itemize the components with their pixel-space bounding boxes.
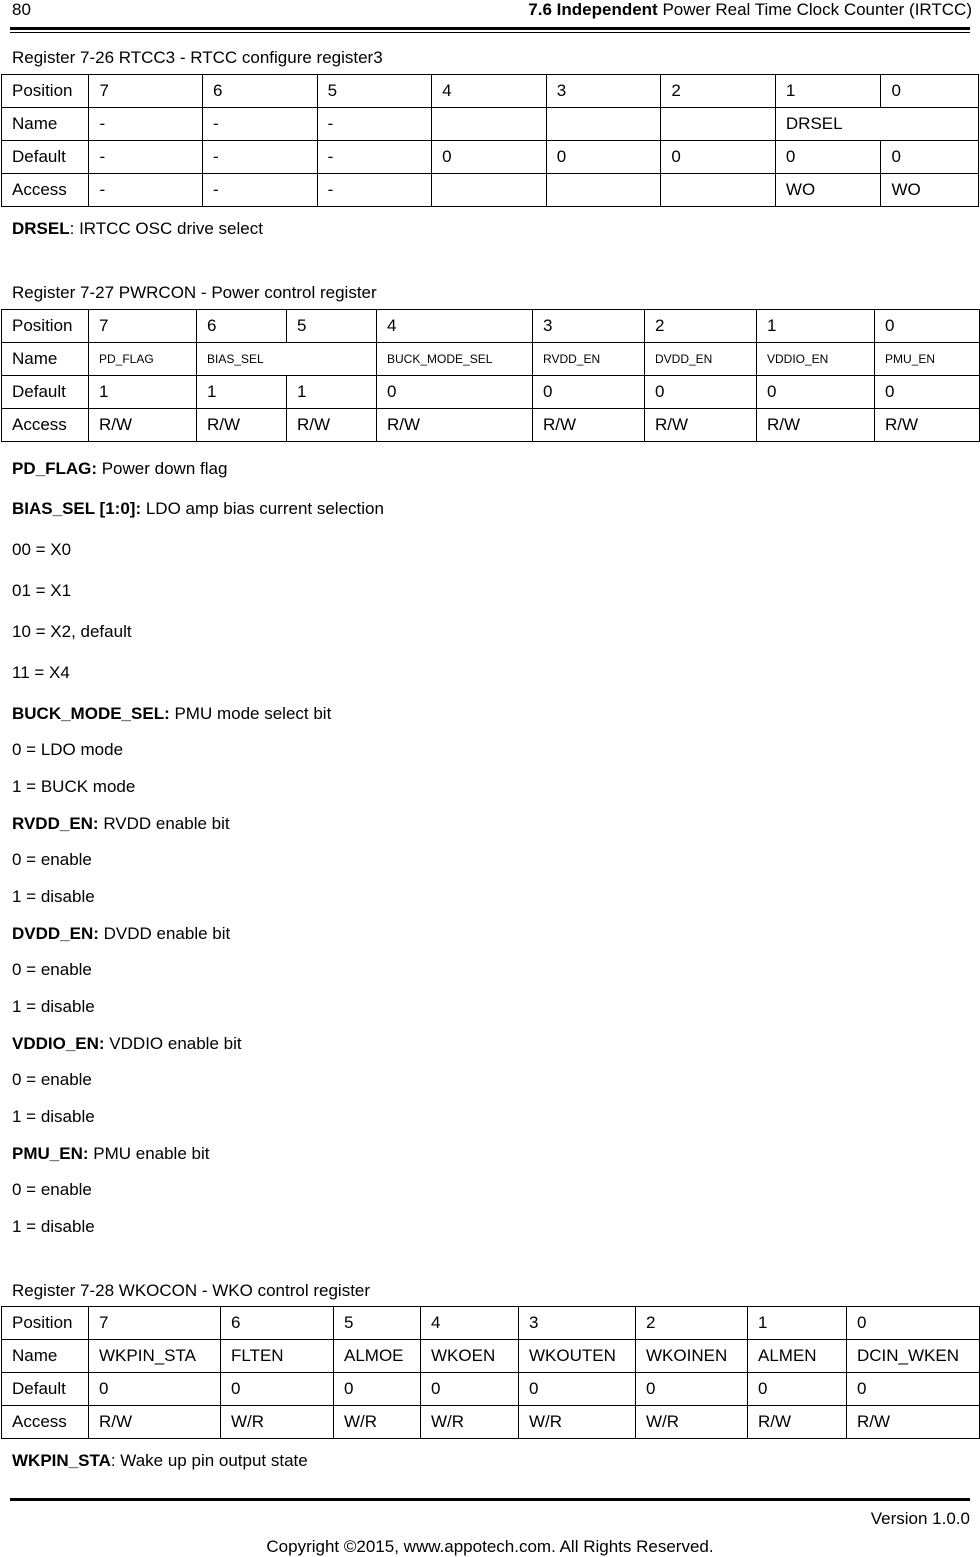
row-label: Position	[2, 75, 89, 108]
field-term: DVDD_EN:	[12, 924, 99, 943]
field-description	[12, 704, 331, 724]
field-description	[12, 924, 230, 944]
field-term: RVDD_EN:	[12, 814, 99, 833]
field-value-line: 0 = enable	[12, 1070, 92, 1089]
field-value-line: 1 = disable	[12, 887, 95, 906]
row-label: Default	[2, 376, 89, 409]
bit-cell: 1	[89, 376, 197, 409]
bit-cell: 2	[645, 310, 757, 343]
bit-cell: -	[317, 141, 432, 174]
bit-cell: DVDD_EN	[645, 343, 757, 376]
bit-cell: WO	[881, 174, 979, 207]
bit-cell: -	[203, 108, 318, 141]
bit-cell: R/W	[197, 409, 287, 442]
field-description	[12, 1451, 308, 1471]
bit-cell	[661, 174, 776, 207]
bit-cell: R/W	[847, 1406, 980, 1439]
field-text: : Wake up pin output state	[110, 1451, 308, 1470]
bit-cell: 1	[775, 75, 881, 108]
bit-cell: 0	[334, 1373, 421, 1406]
bit-cell: 1	[748, 1307, 847, 1340]
field-value-line: 0 = LDO mode	[12, 740, 124, 759]
field-text: LDO amp bias current selection	[141, 499, 384, 518]
bit-cell: 2	[661, 75, 776, 108]
bit-cell: 0	[875, 376, 980, 409]
field-term: BIAS_SEL [1:0]:	[12, 499, 142, 518]
bit-cell	[546, 174, 661, 207]
field-term: PMU_EN:	[12, 1144, 89, 1163]
bit-cell: 0	[89, 1373, 221, 1406]
bit-cell: R/W	[89, 1406, 221, 1439]
bit-cell: 3	[533, 310, 645, 343]
field-value-line: 1 = disable	[12, 1107, 95, 1126]
bit-cell: W/R	[334, 1406, 421, 1439]
copyright-notice: Copyright ©2015, www.appotech.com. All Rights Reserved.	[266, 1537, 714, 1556]
bit-cell: PMU_EN	[875, 343, 980, 376]
section-title-bold: 7.6 Independent	[528, 0, 658, 19]
bit-cell: W/R	[421, 1406, 519, 1439]
reg3-caption: Register 7-28 WKOCON - WKO control register	[12, 1281, 371, 1300]
field-text: Power down flag	[97, 459, 228, 478]
field-description	[12, 1144, 209, 1164]
bit-cell: R/W	[875, 409, 980, 442]
field-text: VDDIO enable bit	[104, 1034, 242, 1053]
reg1-caption: Register 7-26 RTCC3 - RTCC configure register3	[12, 48, 383, 67]
table-row	[2, 141, 979, 174]
bit-cell: 2	[636, 1307, 748, 1340]
row-label: Name	[2, 343, 89, 376]
bit-cell: 0	[875, 310, 980, 343]
section-title-rest: Power Real Time Clock Counter (IRTCC)	[657, 0, 972, 19]
bit-cell: 0	[377, 376, 533, 409]
field-text: : IRTCC OSC drive select	[69, 219, 263, 238]
field-description	[12, 1034, 242, 1054]
bit-cell: -	[317, 108, 432, 141]
table-row	[2, 174, 979, 207]
field-term: BUCK_MODE_SEL:	[12, 704, 170, 723]
bit-cell: R/W	[645, 409, 757, 442]
table-row	[2, 1340, 980, 1373]
row-label: Access	[2, 1406, 89, 1439]
bit-cell: 0	[546, 141, 661, 174]
row-label: Access	[2, 409, 89, 442]
bit-cell: -	[89, 108, 203, 141]
field-description	[12, 459, 227, 479]
bit-cell: 0	[847, 1373, 980, 1406]
bit-cell: 4	[421, 1307, 519, 1340]
field-value-line: 1 = BUCK mode	[12, 777, 136, 796]
field-description	[12, 219, 263, 239]
bit-cell: WKOUTEN	[519, 1340, 636, 1373]
field-text: PMU enable bit	[88, 1144, 210, 1163]
bit-cell	[661, 108, 776, 141]
row-label: Name	[2, 1340, 89, 1373]
row-label: Position	[2, 310, 89, 343]
bit-cell: 0	[645, 376, 757, 409]
field-value-line: 0 = enable	[12, 960, 92, 979]
field-term: DRSEL	[12, 219, 70, 238]
bit-cell: 4	[432, 75, 547, 108]
bit-cell: R/W	[757, 409, 875, 442]
bit-cell: -	[89, 141, 203, 174]
bit-cell: -	[89, 174, 203, 207]
bit-cell: W/R	[519, 1406, 636, 1439]
section-title	[528, 0, 972, 20]
field-term: PD_FLAG:	[12, 459, 97, 478]
field-value-line: 1 = disable	[12, 1217, 95, 1236]
bit-cell: 7	[89, 310, 197, 343]
table-row	[2, 1307, 980, 1340]
row-label: Access	[2, 174, 89, 207]
bit-cell: 3	[546, 75, 661, 108]
reg1-table	[1, 74, 979, 207]
bit-cell: DCIN_WKEN	[847, 1340, 980, 1373]
page-header	[12, 0, 972, 24]
table-row	[2, 1373, 980, 1406]
bit-cell: 5	[334, 1307, 421, 1340]
bit-cell: W/R	[636, 1406, 748, 1439]
bit-cell: RVDD_EN	[533, 343, 645, 376]
bit-cell: 1	[757, 310, 875, 343]
page-number: 80	[12, 0, 31, 19]
header-rule-thin	[10, 32, 970, 33]
bit-cell: BIAS_SEL	[197, 343, 377, 376]
bit-cell: R/W	[287, 409, 377, 442]
field-term: VDDIO_EN:	[12, 1034, 105, 1053]
row-label: Position	[2, 1307, 89, 1340]
field-value-line: 1 = disable	[12, 997, 95, 1016]
reg2-table	[1, 309, 980, 442]
bit-cell: 6	[203, 75, 318, 108]
row-label: Name	[2, 108, 89, 141]
bit-cell: ALMEN	[748, 1340, 847, 1373]
bit-cell: 7	[89, 75, 203, 108]
bit-cell: 0	[519, 1373, 636, 1406]
bit-cell: 0	[221, 1373, 334, 1406]
bit-cell: PD_FLAG	[89, 343, 197, 376]
field-text: PMU mode select bit	[169, 704, 332, 723]
bit-cell: 0	[533, 376, 645, 409]
bit-cell: 6	[197, 310, 287, 343]
bit-cell: 5	[317, 75, 432, 108]
bit-cell: BUCK_MODE_SEL	[377, 343, 533, 376]
bit-cell: -	[203, 174, 318, 207]
reg2-caption: Register 7-27 PWRCON - Power control register	[12, 283, 377, 302]
field-text: DVDD enable bit	[98, 924, 231, 943]
table-row	[2, 310, 980, 343]
field-description	[12, 499, 384, 519]
bit-cell: 0	[881, 141, 979, 174]
bit-cell: 4	[377, 310, 533, 343]
bit-cell	[432, 108, 547, 141]
bit-cell: W/R	[221, 1406, 334, 1439]
bit-cell: 0	[775, 141, 881, 174]
table-row	[2, 343, 980, 376]
bit-cell: 0	[748, 1373, 847, 1406]
bit-cell: FLTEN	[221, 1340, 334, 1373]
bit-cell: R/W	[533, 409, 645, 442]
bit-cell: 1	[197, 376, 287, 409]
bit-cell	[432, 174, 547, 207]
field-description	[12, 814, 230, 834]
bit-cell	[546, 108, 661, 141]
table-row	[2, 108, 979, 141]
bit-cell: R/W	[89, 409, 197, 442]
footer-rule	[10, 1498, 970, 1501]
bit-cell: VDDIO_EN	[757, 343, 875, 376]
bit-cell: ALMOE	[334, 1340, 421, 1373]
table-row	[2, 1406, 980, 1439]
bit-cell: WKOINEN	[636, 1340, 748, 1373]
field-term: WKPIN_STA	[12, 1451, 111, 1470]
bit-cell: -	[317, 174, 432, 207]
bit-cell: 0	[421, 1373, 519, 1406]
bit-cell: 1	[287, 376, 377, 409]
bit-cell: 0	[661, 141, 776, 174]
bit-cell: 0	[432, 141, 547, 174]
bit-cell: DRSEL	[775, 108, 978, 141]
table-row	[2, 409, 980, 442]
bit-cell: 0	[881, 75, 979, 108]
bit-cell: 0	[636, 1373, 748, 1406]
field-value-line: 0 = enable	[12, 1180, 92, 1199]
bit-cell: R/W	[748, 1406, 847, 1439]
bit-cell: -	[203, 141, 318, 174]
bit-cell: 7	[89, 1307, 221, 1340]
row-label: Default	[2, 1373, 89, 1406]
bit-cell: WKOEN	[421, 1340, 519, 1373]
field-value-line: 00 = X0	[12, 540, 72, 559]
bit-cell: 5	[287, 310, 377, 343]
table-row	[2, 75, 979, 108]
field-value-line: 11 = X4	[12, 663, 70, 682]
bit-cell: 0	[757, 376, 875, 409]
field-text: RVDD enable bit	[98, 814, 230, 833]
table-row	[2, 376, 980, 409]
bit-cell: 6	[221, 1307, 334, 1340]
field-value-line: 10 = X2, default	[12, 622, 132, 641]
bit-cell: R/W	[377, 409, 533, 442]
field-value-line: 01 = X1	[12, 581, 72, 600]
bit-cell: WO	[775, 174, 881, 207]
version-label: Version 1.0.0	[870, 1509, 970, 1528]
row-label: Default	[2, 141, 89, 174]
header-rule-thick	[10, 27, 970, 30]
reg3-table	[1, 1306, 980, 1439]
bit-cell: 0	[847, 1307, 980, 1340]
bit-cell: WKPIN_STA	[89, 1340, 221, 1373]
bit-cell: 3	[519, 1307, 636, 1340]
field-value-line: 0 = enable	[12, 850, 92, 869]
